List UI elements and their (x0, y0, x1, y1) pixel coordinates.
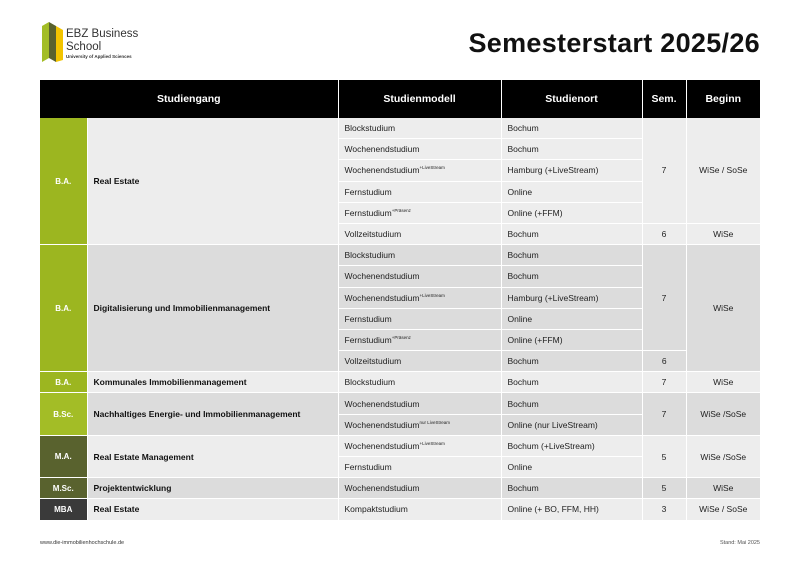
beginn-cell: WiSe (686, 478, 760, 499)
place-cell: Bochum (501, 118, 642, 139)
degree-badge: B.A. (40, 118, 87, 245)
model-cell: Kompaktstudium (338, 499, 501, 520)
model-sup: +Präsenz (391, 335, 411, 341)
model-cell: Fernstudium$^{+Präsenz}$ (338, 202, 501, 223)
logo-text-line2: School (66, 40, 102, 53)
place-cell: Online (+ BO, FFM, HH) (501, 499, 642, 520)
model-sup: +LiveStream (419, 292, 445, 298)
degree-badge: MBA (40, 499, 87, 520)
model-cell: Fernstudium (338, 457, 501, 478)
place-cell: Bochum (501, 393, 642, 414)
table-row (40, 435, 760, 456)
model-cell: Wochenendstudium$^{+LiveStream}$ (338, 287, 501, 308)
place-cell: Online (nur LiveStream) (501, 414, 642, 435)
model-cell: Vollzeitstudium (338, 223, 501, 244)
logo-text-line1: EBZ Business (66, 28, 139, 40)
table-row (40, 478, 760, 499)
model-cell: Wochenendstudium$^{+LiveStream}$ (338, 160, 501, 181)
place-cell: Bochum (501, 266, 642, 287)
model-cell: Vollzeitstudium (338, 351, 501, 372)
sem-cell: 7 (642, 372, 686, 393)
place-cell: Bochum (501, 478, 642, 499)
header-sem: Sem. (642, 80, 686, 118)
place-cell: Online (+FFM) (501, 202, 642, 223)
beginn-cell: WiSe / SoSe (686, 118, 760, 223)
place-cell: Online (501, 457, 642, 478)
model-sup: +Präsenz (391, 208, 411, 214)
header-beginn: Beginn (686, 80, 760, 118)
place-cell: Hamburg (+LiveStream) (501, 160, 642, 181)
page-title: Semesterstart 2025/26 (468, 28, 760, 58)
model-sup: nur LiveStream (419, 419, 450, 425)
header-studienmodell: Studienmodell (338, 80, 501, 118)
model-sup: +LiveStream (419, 441, 445, 447)
sem-cell: 3 (642, 499, 686, 520)
degree-badge: B.A. (40, 372, 87, 393)
sem-cell: 7 (642, 393, 686, 435)
footer-url[interactable]: www.die-immobilienhochschule.de (40, 540, 125, 546)
ebz-logo (40, 22, 150, 64)
table-row (40, 499, 760, 520)
table-header-row (40, 80, 760, 118)
beginn-cell: WiSe / SoSe (686, 499, 760, 520)
model-cell: Wochenendstudium (338, 393, 501, 414)
model-sup: +LiveStream (419, 165, 445, 171)
semester-table (40, 80, 760, 521)
table-row (40, 118, 760, 139)
header-studienort: Studienort (501, 80, 642, 118)
beginn-cell: WiSe (686, 372, 760, 393)
place-cell: Bochum (501, 223, 642, 244)
model-cell: Wochenendstudium$^{+LiveStream}$ (338, 435, 501, 456)
sem-cell: 6 (642, 351, 686, 372)
program-name: Projektentwicklung (87, 478, 338, 499)
place-cell: Bochum (501, 245, 642, 266)
beginn-cell: WiSe /SoSe (686, 393, 760, 435)
header-studiengang: Studiengang (40, 80, 338, 118)
place-cell: Online (501, 308, 642, 329)
sem-cell: 7 (642, 118, 686, 223)
place-cell: Bochum (501, 372, 642, 393)
table-row (40, 393, 760, 414)
degree-badge: M.A. (40, 435, 87, 477)
program-name: Real Estate Management (87, 435, 338, 477)
program-name: Digitalisierung und Immobilienmanagement (87, 245, 338, 372)
program-name: Real Estate (87, 118, 338, 245)
beginn-cell: WiSe (686, 223, 760, 244)
model-cell: Wochenendstudium (338, 139, 501, 160)
place-cell: Bochum (+LiveStream) (501, 435, 642, 456)
beginn-cell: WiSe /SoSe (686, 435, 760, 477)
footer-stand: Stand: Mai 2025 (719, 540, 760, 546)
program-name: Real Estate (87, 499, 338, 520)
model-cell: Blockstudium (338, 245, 501, 266)
model-cell: Fernstudium$^{+Präsenz}$ (338, 329, 501, 350)
degree-badge: M.Sc. (40, 478, 87, 499)
place-cell: Bochum (501, 139, 642, 160)
program-name: Nachhaltiges Energie- und Immobilienmanagement (87, 393, 338, 435)
table-row (40, 245, 760, 266)
model-cell: Blockstudium (338, 372, 501, 393)
sem-cell: 5 (642, 435, 686, 477)
table-row (40, 372, 760, 393)
model-cell: Wochenendstudium (338, 478, 501, 499)
degree-badge: B.Sc. (40, 393, 87, 435)
place-cell: Hamburg (+LiveStream) (501, 287, 642, 308)
place-cell: Online (501, 181, 642, 202)
place-cell: Online (+FFM) (501, 329, 642, 350)
program-name: Kommunales Immobilienmanagement (87, 372, 338, 393)
model-cell: Wochenendstudium (338, 266, 501, 287)
logo-mark-icon (40, 22, 66, 64)
model-cell: Fernstudium (338, 308, 501, 329)
model-cell: Wochenendstudium$^{nur LiveStream}$ (338, 414, 501, 435)
model-cell: Blockstudium (338, 118, 501, 139)
degree-badge: B.A. (40, 245, 87, 372)
beginn-cell: WiSe (686, 245, 760, 372)
sem-cell: 5 (642, 478, 686, 499)
model-cell: Fernstudium (338, 181, 501, 202)
logo-text-line3: University of Applied Sciences (66, 54, 132, 59)
sem-cell: 6 (642, 223, 686, 244)
sem-cell: 7 (642, 245, 686, 351)
place-cell: Bochum (501, 351, 642, 372)
